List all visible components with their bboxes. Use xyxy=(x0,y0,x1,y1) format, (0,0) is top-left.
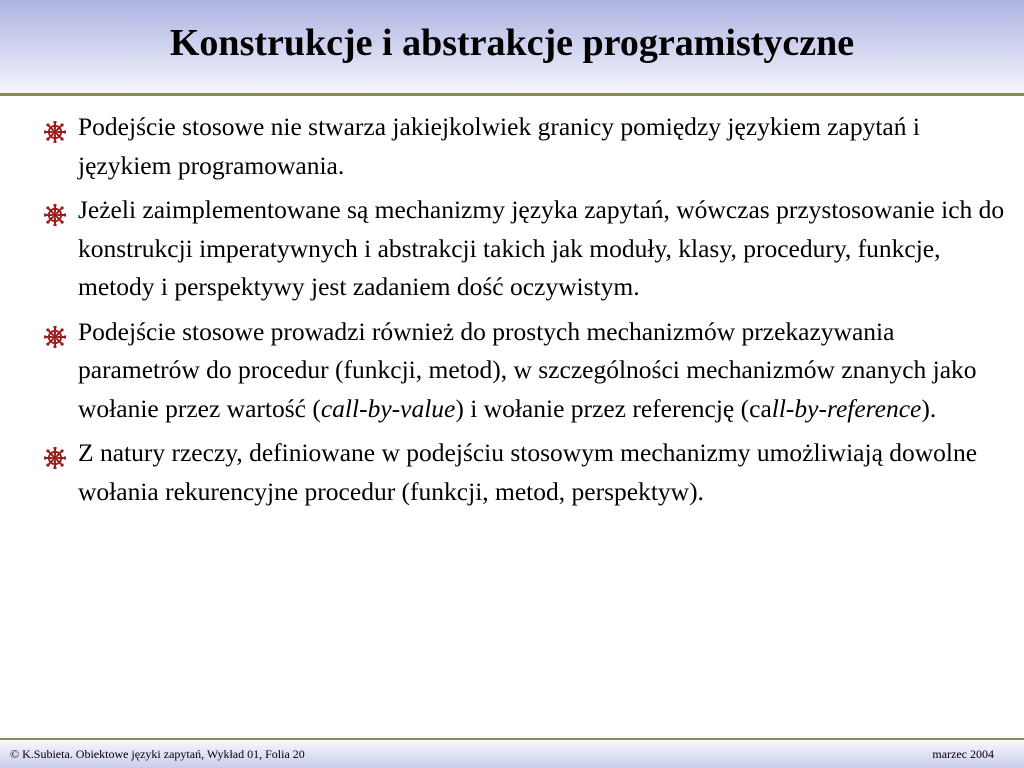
wheel-bullet-icon xyxy=(44,199,66,221)
bullet-text-italic: ll-by-reference xyxy=(771,393,922,423)
title-divider xyxy=(0,93,1024,96)
footer xyxy=(0,741,1024,768)
footer-divider xyxy=(0,738,1024,740)
bullet-text-segment: Jeżeli zaimplementowane są mechanizmy języka zapytań, wówczas przystosowanie ich do konstrukcji imperatywnych i abstrakcji takich jak moduły, klasy, procedury, funkcje, metody i perspektywy jest zadaniem dość oczywistym. xyxy=(78,195,1005,301)
bullet-text-segment: Z natury rzeczy, definiowane w podejściu stosowym mechanizmy umożliwiają dowolne wołania rekurencyjne procedur (funkcji, metod, perspektyw). xyxy=(78,438,978,506)
bullet-item xyxy=(46,108,1016,185)
bullet-list xyxy=(46,108,1016,517)
bullet-item xyxy=(46,191,1016,307)
bullet-text xyxy=(78,195,1004,301)
wheel-bullet-icon xyxy=(44,442,66,464)
bullet-text xyxy=(78,438,977,506)
wheel-bullet-icon xyxy=(44,116,66,138)
bullet-text-segment: ). xyxy=(921,393,937,423)
slide-title: Konstrukcje i abstrakcje programistyczne xyxy=(169,22,855,64)
bullet-text-segment: Podejście stosowe nie stwarza jakiejkolwiek granicy pomiędzy językiem zapytań i językiem programowania. xyxy=(78,112,920,180)
bullet-item xyxy=(46,434,1016,511)
wheel-bullet-icon xyxy=(44,321,66,343)
bullet-item xyxy=(46,313,1016,429)
bullet-text-segment: Podejście stosowe prowadzi również do prostych mechanizmów przekazywania parametrów do procedur (funkcji, metod), w szczególności mechanizmów znanych jako wołanie przez wartość ( xyxy=(78,316,977,423)
footer-date: marzec 2004 xyxy=(932,747,994,761)
bullet-text-italic: call-by-value xyxy=(320,393,456,423)
bullet-text-segment: ) i wołanie przez referencję (ca xyxy=(455,393,772,423)
bullet-text xyxy=(78,112,920,180)
bullet-text xyxy=(78,317,977,423)
footer-copyright: © K.Subieta. Obiektowe języki zapytań, Wykład 01, Folia 20 xyxy=(10,747,305,761)
